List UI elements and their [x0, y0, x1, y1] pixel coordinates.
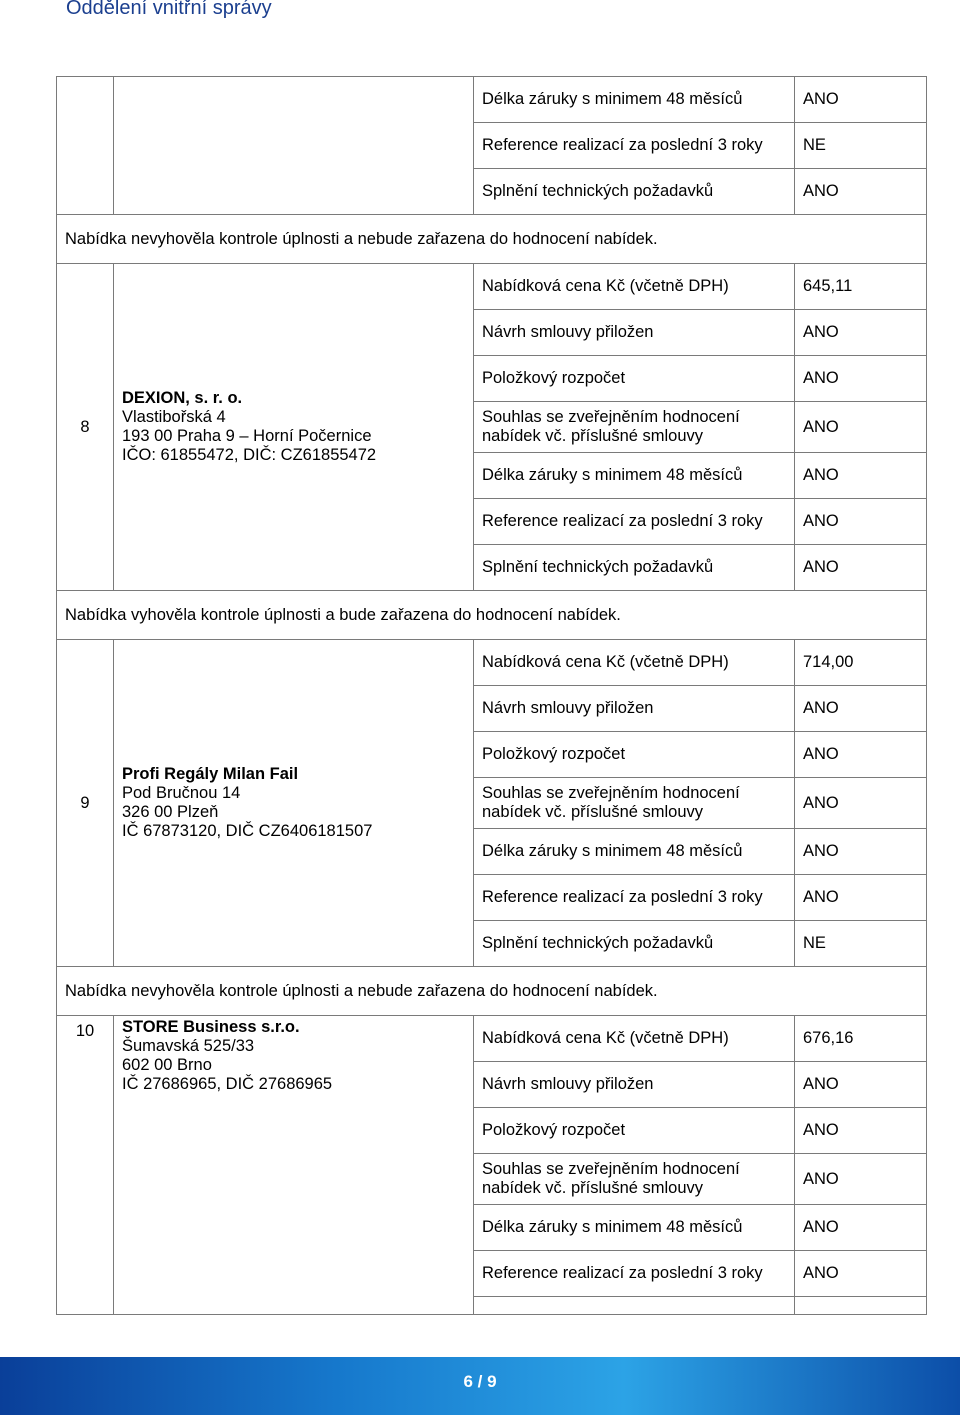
- firm-name: DEXION, s. r. o.: [122, 389, 243, 407]
- firm-street: Vlastibořská 4: [122, 408, 226, 426]
- offer-9-row-cena: [57, 640, 927, 686]
- criterion-label: Nabídková cena Kč (včetně DPH): [474, 640, 795, 686]
- criterion-label: Návrh smlouvy přiložen: [474, 1062, 795, 1108]
- criterion-label: Nabídková cena Kč (včetně DPH): [474, 264, 795, 310]
- partial-summary-row: [57, 215, 927, 264]
- header-title: Oddělení vnitřní správy: [66, 0, 272, 19]
- partial-firm-cell: [114, 77, 474, 215]
- criterion-label: Souhlas se zveřejněním hodnocení nabídek vč. příslušné smlouvy: [474, 778, 795, 829]
- firm-city: 193 00 Praha 9 – Horní Počernice: [122, 427, 372, 445]
- offer-firm: [114, 264, 474, 591]
- criterion-value: ANO: [795, 1154, 927, 1205]
- criterion-label: Délka záruky s minimem 48 měsíců: [474, 829, 795, 875]
- criterion-value: ANO: [795, 732, 927, 778]
- offer-9-summary-row: [57, 967, 927, 1016]
- page-number: 6 / 9: [463, 1372, 497, 1391]
- offer-8-row-cena: [57, 264, 927, 310]
- partial-number-cell: [57, 77, 114, 215]
- criterion-value: ANO: [795, 453, 927, 499]
- offer-number: 10: [57, 1016, 114, 1315]
- criterion-label: Reference realizací za poslední 3 roky: [474, 123, 795, 169]
- criterion-value: ANO: [795, 77, 927, 123]
- criterion-label: Reference realizací za poslední 3 roky: [474, 1251, 795, 1297]
- firm-city: 326 00 Plzeň: [122, 803, 219, 821]
- firm-name: Profi Regály Milan Fail: [122, 765, 299, 783]
- firm-ids: IČ 27686965, DIČ 27686965: [122, 1075, 333, 1093]
- criterion-label: Délka záruky s minimem 48 měsíců: [474, 453, 795, 499]
- offer-10-row-cena: [57, 1016, 927, 1062]
- offer-8-summary-row: [57, 591, 927, 640]
- criterion-value: ANO: [795, 1108, 927, 1154]
- firm-name: STORE Business s.r.o.: [122, 1018, 300, 1036]
- criterion-value: 714,00: [795, 640, 927, 686]
- criterion-value: 676,16: [795, 1016, 927, 1062]
- criterion-label: Reference realizací za poslední 3 roky: [474, 499, 795, 545]
- criterion-label: Položkový rozpočet: [474, 356, 795, 402]
- criterion-label: Souhlas se zveřejněním hodnocení nabídek vč. příslušné smlouvy: [474, 1154, 795, 1205]
- criterion-label: Délka záruky s minimem 48 měsíců: [474, 1205, 795, 1251]
- offer-firm: [114, 1016, 474, 1315]
- criterion-value: ANO: [795, 829, 927, 875]
- offers-table: [56, 76, 927, 1315]
- criterion-value: NE: [795, 921, 927, 967]
- criterion-value: NE: [795, 123, 927, 169]
- offer-number: 9: [57, 640, 114, 967]
- blank-cell: [474, 1297, 795, 1315]
- firm-ids: IČ 67873120, DIČ CZ6406181507: [122, 822, 373, 840]
- summary-text: Nabídka nevyhověla kontrole úplnosti a nebude zařazena do hodnocení nabídek.: [57, 215, 927, 264]
- summary-text: Nabídka nevyhověla kontrole úplnosti a nebude zařazena do hodnocení nabídek.: [57, 967, 927, 1016]
- criterion-label: Splnění technických požadavků: [474, 169, 795, 215]
- summary-text: Nabídka vyhověla kontrole úplnosti a bude zařazena do hodnocení nabídek.: [57, 591, 927, 640]
- criterion-value: ANO: [795, 356, 927, 402]
- offer-number: 8: [57, 264, 114, 591]
- criterion-label: Délka záruky s minimem 48 měsíců: [474, 77, 795, 123]
- criterion-label: Nabídková cena Kč (včetně DPH): [474, 1016, 795, 1062]
- criterion-label: Souhlas se zveřejněním hodnocení nabídek vč. příslušné smlouvy: [474, 402, 795, 453]
- firm-street: Šumavská 525/33: [122, 1037, 255, 1055]
- criterion-label: Položkový rozpočet: [474, 1108, 795, 1154]
- firm-street: Pod Bručnou 14: [122, 784, 241, 802]
- offer-firm: [114, 640, 474, 967]
- criterion-value: ANO: [795, 1205, 927, 1251]
- criterion-label: Položkový rozpočet: [474, 732, 795, 778]
- criterion-value: ANO: [795, 686, 927, 732]
- criterion-label: Reference realizací za poslední 3 roky: [474, 875, 795, 921]
- criterion-value: ANO: [795, 545, 927, 591]
- blank-cell: [795, 1297, 927, 1315]
- criterion-value: ANO: [795, 310, 927, 356]
- criterion-value: ANO: [795, 402, 927, 453]
- criterion-label: Splnění technických požadavků: [474, 545, 795, 591]
- partial-row-zaruka: [57, 77, 927, 123]
- criterion-value: ANO: [795, 875, 927, 921]
- criterion-value: ANO: [795, 1062, 927, 1108]
- criterion-label: Splnění technických požadavků: [474, 921, 795, 967]
- firm-city: 602 00 Brno: [122, 1056, 212, 1074]
- criterion-label: Návrh smlouvy přiložen: [474, 310, 795, 356]
- criterion-label: Návrh smlouvy přiložen: [474, 686, 795, 732]
- criterion-value: ANO: [795, 499, 927, 545]
- criterion-value: ANO: [795, 778, 927, 829]
- criterion-value: ANO: [795, 169, 927, 215]
- criterion-value: 645,11: [795, 264, 927, 310]
- firm-ids: IČO: 61855472, DIČ: CZ61855472: [122, 446, 377, 464]
- criterion-value: ANO: [795, 1251, 927, 1297]
